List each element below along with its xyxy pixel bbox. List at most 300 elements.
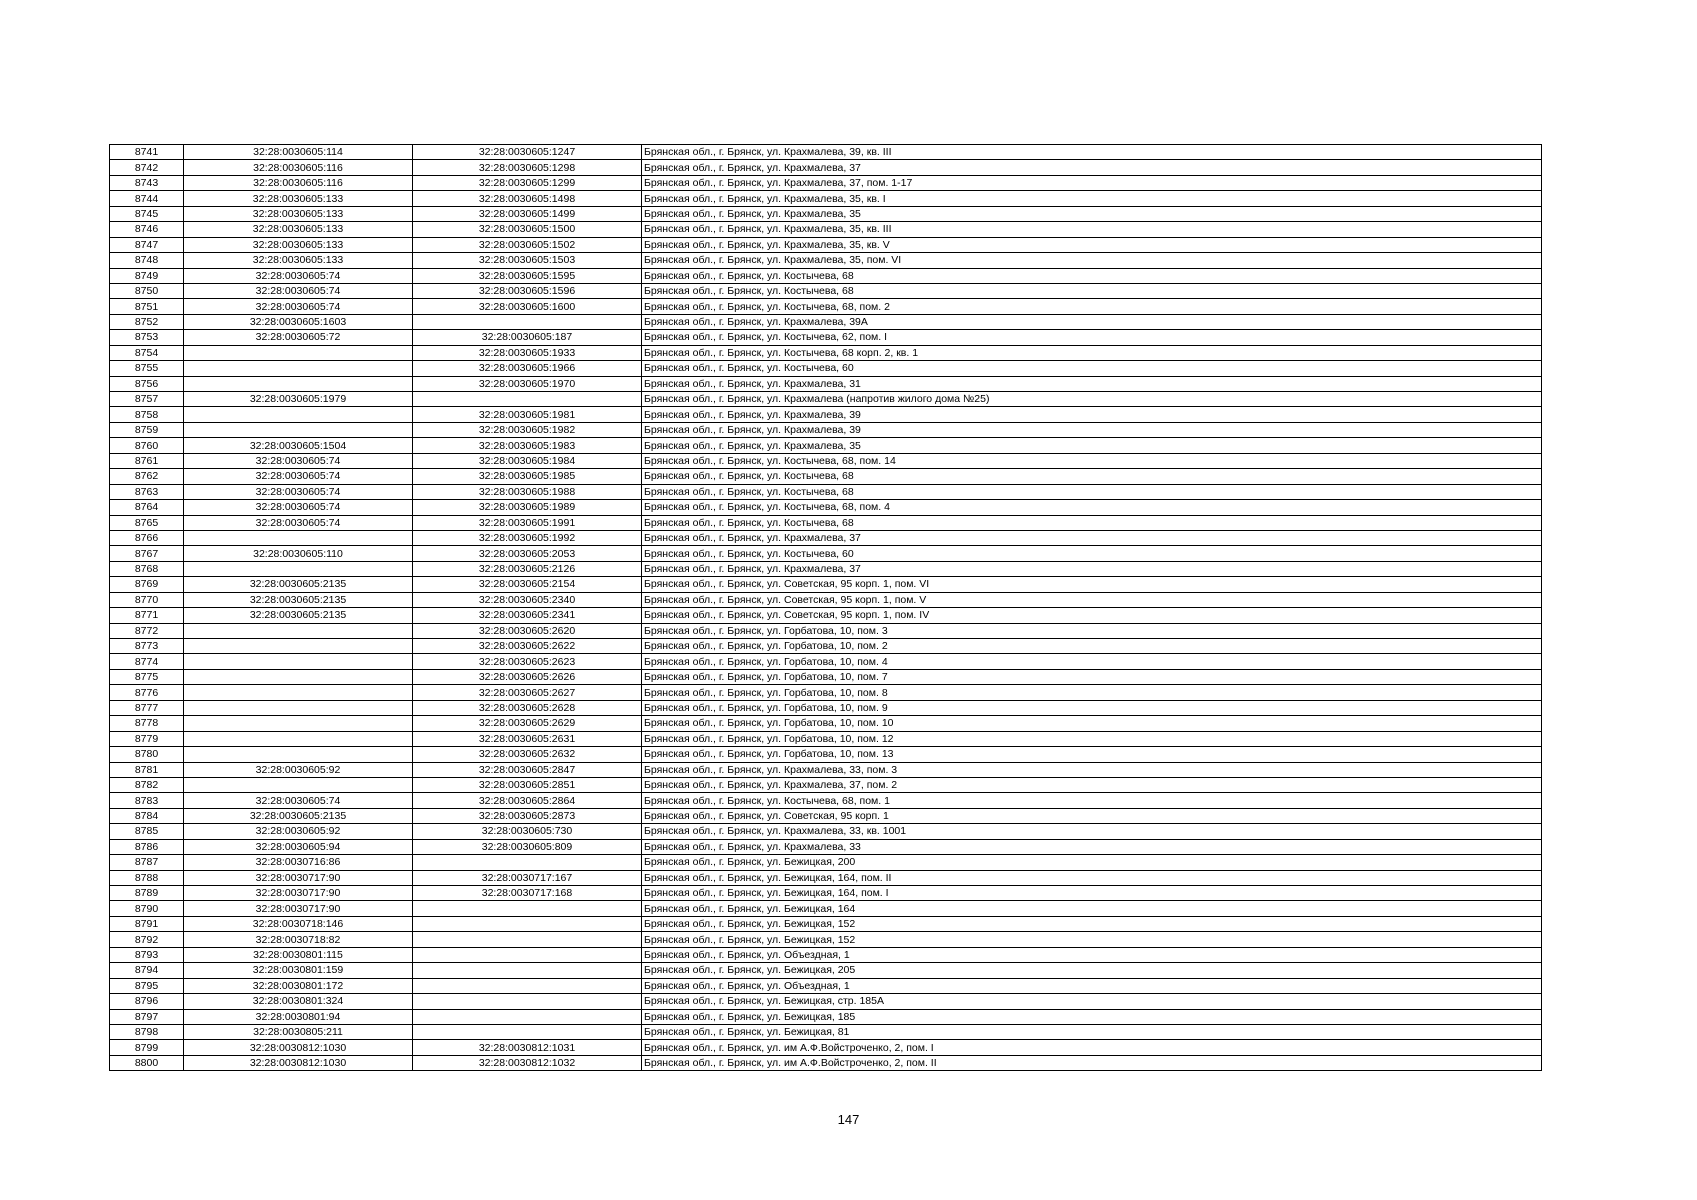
address-cell: Брянская обл., г. Брянск, ул. Советская, 95 корп. 1, пом. V: [642, 592, 1542, 607]
table-row: [110, 639, 1542, 654]
address-cell: Брянская обл., г. Брянск, ул. Крахмалева, 33, кв. 1001: [642, 824, 1542, 839]
table-row: [110, 839, 1542, 854]
parent-cadastral-number-cell: 32:28:0030605:92: [184, 824, 413, 839]
table-row: [110, 438, 1542, 453]
address-cell: Брянская обл., г. Брянск, ул. Костычева, 60: [642, 361, 1542, 376]
cadastral-number-cell: 32:28:0030605:1984: [413, 453, 642, 468]
table-row: [110, 561, 1542, 576]
address-cell: Брянская обл., г. Брянск, ул. Крахмалева, 35, кв. I: [642, 191, 1542, 206]
cadastral-number-cell: 32:28:0030605:1991: [413, 515, 642, 530]
row-number-cell: 8796: [110, 994, 184, 1009]
parent-cadastral-number-cell: 32:28:0030605:72: [184, 330, 413, 345]
table-row: [110, 793, 1542, 808]
cadastral-number-cell: 32:28:0030605:1503: [413, 253, 642, 268]
table-row: [110, 175, 1542, 190]
parent-cadastral-number-cell: [184, 685, 413, 700]
parent-cadastral-number-cell: [184, 530, 413, 545]
row-number-cell: 8789: [110, 886, 184, 901]
cadastral-number-cell: 32:28:0030717:168: [413, 886, 642, 901]
table-row: [110, 824, 1542, 839]
address-cell: Брянская обл., г. Брянск, ул. Бежицкая, 164, пом. I: [642, 886, 1542, 901]
address-cell: Брянская обл., г. Брянск, ул. Крахмалева (напротив жилого дома №25): [642, 392, 1542, 407]
table-row: [110, 268, 1542, 283]
parent-cadastral-number-cell: 32:28:0030605:114: [184, 145, 413, 160]
row-number-cell: 8747: [110, 237, 184, 252]
cadastral-number-cell: [413, 994, 642, 1009]
row-number-cell: 8760: [110, 438, 184, 453]
cadastral-number-cell: 32:28:0030605:1502: [413, 237, 642, 252]
row-number-cell: 8757: [110, 392, 184, 407]
cadastral-number-cell: 32:28:0030605:2623: [413, 654, 642, 669]
cadastral-number-cell: 32:28:0030605:2632: [413, 747, 642, 762]
cadastral-number-cell: 32:28:0030605:1983: [413, 438, 642, 453]
table-row: [110, 963, 1542, 978]
table-row: [110, 361, 1542, 376]
cadastral-number-cell: 32:28:0030605:2851: [413, 777, 642, 792]
parent-cadastral-number-cell: 32:28:0030605:74: [184, 268, 413, 283]
table-row: [110, 469, 1542, 484]
parent-cadastral-number-cell: 32:28:0030717:90: [184, 901, 413, 916]
address-cell: Брянская обл., г. Брянск, ул. Бежицкая, 152: [642, 916, 1542, 931]
table-row: [110, 515, 1542, 530]
row-number-cell: 8779: [110, 731, 184, 746]
table-row: [110, 253, 1542, 268]
row-number-cell: 8755: [110, 361, 184, 376]
table-row: [110, 237, 1542, 252]
parent-cadastral-number-cell: 32:28:0030605:133: [184, 237, 413, 252]
parent-cadastral-number-cell: 32:28:0030605:94: [184, 839, 413, 854]
address-cell: Брянская обл., г. Брянск, ул. Горбатова, 10, пом. 9: [642, 700, 1542, 715]
table-row: [110, 978, 1542, 993]
parent-cadastral-number-cell: [184, 422, 413, 437]
address-cell: Брянская обл., г. Брянск, ул. Крахмалева, 35: [642, 206, 1542, 221]
row-number-cell: 8787: [110, 855, 184, 870]
parent-cadastral-number-cell: 32:28:0030605:2135: [184, 808, 413, 823]
table-row: [110, 716, 1542, 731]
row-number-cell: 8741: [110, 145, 184, 160]
table-row: [110, 762, 1542, 777]
row-number-cell: 8782: [110, 777, 184, 792]
address-cell: Брянская обл., г. Брянск, ул. Костычева, 62, пом. I: [642, 330, 1542, 345]
cadastral-number-cell: [413, 392, 642, 407]
row-number-cell: 8768: [110, 561, 184, 576]
cadastral-number-cell: [413, 916, 642, 931]
table-row: [110, 484, 1542, 499]
row-number-cell: 8744: [110, 191, 184, 206]
table-row: [110, 870, 1542, 885]
row-number-cell: 8748: [110, 253, 184, 268]
address-cell: Брянская обл., г. Брянск, ул. Крахмалева, 37: [642, 561, 1542, 576]
address-cell: Брянская обл., г. Брянск, ул. Бежицкая, 185: [642, 1009, 1542, 1024]
address-cell: Брянская обл., г. Брянск, ул. Костычева, 68, пом. 14: [642, 453, 1542, 468]
row-number-cell: 8775: [110, 669, 184, 684]
row-number-cell: 8799: [110, 1040, 184, 1055]
table-row: [110, 932, 1542, 947]
address-cell: Брянская обл., г. Брянск, ул. им А.Ф.Войстроченко, 2, пом. I: [642, 1040, 1542, 1055]
parent-cadastral-number-cell: 32:28:0030605:2135: [184, 608, 413, 623]
address-cell: Брянская обл., г. Брянск, ул. Костычева, 68, пом. 1: [642, 793, 1542, 808]
cadastral-number-cell: 32:28:0030605:1500: [413, 222, 642, 237]
row-number-cell: 8797: [110, 1009, 184, 1024]
address-cell: Брянская обл., г. Брянск, ул. Крахмалева, 39, кв. III: [642, 145, 1542, 160]
cadastral-number-cell: 32:28:0030605:2631: [413, 731, 642, 746]
row-number-cell: 8759: [110, 422, 184, 437]
address-cell: Брянская обл., г. Брянск, ул. Крахмалева, 39А: [642, 314, 1542, 329]
parent-cadastral-number-cell: 32:28:0030717:90: [184, 870, 413, 885]
table-row: [110, 886, 1542, 901]
cadastral-number-cell: 32:28:0030605:1247: [413, 145, 642, 160]
row-number-cell: 8752: [110, 314, 184, 329]
parent-cadastral-number-cell: [184, 639, 413, 654]
cadastral-number-cell: 32:28:0030605:2628: [413, 700, 642, 715]
row-number-cell: 8798: [110, 1024, 184, 1039]
parent-cadastral-number-cell: 32:28:0030605:2135: [184, 577, 413, 592]
parent-cadastral-number-cell: [184, 747, 413, 762]
parent-cadastral-number-cell: [184, 407, 413, 422]
table-row: [110, 592, 1542, 607]
address-cell: Брянская обл., г. Брянск, ул. Крахмалева, 37, пом. 2: [642, 777, 1542, 792]
cadastral-number-cell: [413, 855, 642, 870]
cadastral-number-cell: 32:28:0030605:2873: [413, 808, 642, 823]
parent-cadastral-number-cell: 32:28:0030605:74: [184, 453, 413, 468]
table-row: [110, 191, 1542, 206]
row-number-cell: 8790: [110, 901, 184, 916]
address-cell: Брянская обл., г. Брянск, ул. Костычева, 68, пом. 2: [642, 299, 1542, 314]
parent-cadastral-number-cell: [184, 345, 413, 360]
parent-cadastral-number-cell: 32:28:0030801:94: [184, 1009, 413, 1024]
parent-cadastral-number-cell: 32:28:0030718:146: [184, 916, 413, 931]
cadastral-number-cell: [413, 947, 642, 962]
address-cell: Брянская обл., г. Брянск, ул. Бежицкая, 164: [642, 901, 1542, 916]
table-row: [110, 608, 1542, 623]
row-number-cell: 8774: [110, 654, 184, 669]
row-number-cell: 8754: [110, 345, 184, 360]
cadastral-number-cell: 32:28:0030605:2626: [413, 669, 642, 684]
row-number-cell: 8745: [110, 206, 184, 221]
address-cell: Брянская обл., г. Брянск, ул. Советская, 95 корп. 1, пом. IV: [642, 608, 1542, 623]
cadastral-number-cell: 32:28:0030605:1299: [413, 175, 642, 190]
row-number-cell: 8743: [110, 175, 184, 190]
parent-cadastral-number-cell: 32:28:0030716:86: [184, 855, 413, 870]
row-number-cell: 8776: [110, 685, 184, 700]
table-row: [110, 422, 1542, 437]
table-row: [110, 283, 1542, 298]
cadastral-number-cell: 32:28:0030812:1031: [413, 1040, 642, 1055]
row-number-cell: 8756: [110, 376, 184, 391]
parent-cadastral-number-cell: 32:28:0030717:90: [184, 886, 413, 901]
parent-cadastral-number-cell: [184, 731, 413, 746]
table-row: [110, 700, 1542, 715]
parent-cadastral-number-cell: 32:28:0030605:133: [184, 222, 413, 237]
cadastral-number-cell: 32:28:0030605:1981: [413, 407, 642, 422]
address-cell: Брянская обл., г. Брянск, ул. Костычева, 68: [642, 268, 1542, 283]
table-row: [110, 577, 1542, 592]
table-row: [110, 654, 1542, 669]
row-number-cell: 8742: [110, 160, 184, 175]
table-row: [110, 407, 1542, 422]
row-number-cell: 8753: [110, 330, 184, 345]
parent-cadastral-number-cell: [184, 669, 413, 684]
cadastral-number-cell: 32:28:0030605:187: [413, 330, 642, 345]
address-cell: Брянская обл., г. Брянск, ул. Бежицкая, 81: [642, 1024, 1542, 1039]
address-cell: Брянская обл., г. Брянск, ул. Бежицкая, 205: [642, 963, 1542, 978]
row-number-cell: 8761: [110, 453, 184, 468]
parent-cadastral-number-cell: [184, 561, 413, 576]
address-cell: Брянская обл., г. Брянск, ул. Горбатова, 10, пом. 10: [642, 716, 1542, 731]
row-number-cell: 8766: [110, 530, 184, 545]
row-number-cell: 8750: [110, 283, 184, 298]
row-number-cell: 8778: [110, 716, 184, 731]
row-number-cell: 8762: [110, 469, 184, 484]
address-cell: Брянская обл., г. Брянск, ул. Крахмалева, 39: [642, 422, 1542, 437]
table-row: [110, 669, 1542, 684]
row-number-cell: 8763: [110, 484, 184, 499]
row-number-cell: 8785: [110, 824, 184, 839]
cadastral-number-cell: 32:28:0030605:1595: [413, 268, 642, 283]
cadastral-number-cell: 32:28:0030605:1298: [413, 160, 642, 175]
cadastral-number-cell: [413, 1009, 642, 1024]
address-cell: Брянская обл., г. Брянск, ул. Крахмалева, 35, кв. V: [642, 237, 1542, 252]
table-row: [110, 855, 1542, 870]
address-cell: Брянская обл., г. Брянск, ул. Советская, 95 корп. 1, пом. VI: [642, 577, 1542, 592]
row-number-cell: 8792: [110, 932, 184, 947]
cadastral-number-cell: 32:28:0030717:167: [413, 870, 642, 885]
cadastral-number-cell: 32:28:0030605:2622: [413, 639, 642, 654]
table-row: [110, 901, 1542, 916]
parent-cadastral-number-cell: 32:28:0030605:2135: [184, 592, 413, 607]
address-cell: Брянская обл., г. Брянск, ул. Крахмалева, 37: [642, 160, 1542, 175]
parent-cadastral-number-cell: 32:28:0030605:116: [184, 175, 413, 190]
parent-cadastral-number-cell: 32:28:0030801:159: [184, 963, 413, 978]
parent-cadastral-number-cell: 32:28:0030805:211: [184, 1024, 413, 1039]
table-row: [110, 530, 1542, 545]
cadastral-number-cell: 32:28:0030605:2627: [413, 685, 642, 700]
parent-cadastral-number-cell: 32:28:0030605:74: [184, 469, 413, 484]
cadastral-number-cell: 32:28:0030605:1499: [413, 206, 642, 221]
parent-cadastral-number-cell: 32:28:0030605:74: [184, 283, 413, 298]
table-row: [110, 546, 1542, 561]
address-cell: Брянская обл., г. Брянск, ул. Крахмалева, 33: [642, 839, 1542, 854]
parent-cadastral-number-cell: 32:28:0030605:1504: [184, 438, 413, 453]
parent-cadastral-number-cell: 32:28:0030812:1030: [184, 1055, 413, 1070]
row-number-cell: 8771: [110, 608, 184, 623]
row-number-cell: 8783: [110, 793, 184, 808]
row-number-cell: 8793: [110, 947, 184, 962]
address-cell: Брянская обл., г. Брянск, ул. Объездная, 1: [642, 947, 1542, 962]
table-row: [110, 1055, 1542, 1070]
table-row: [110, 1024, 1542, 1039]
cadastral-number-cell: [413, 314, 642, 329]
address-cell: Брянская обл., г. Брянск, ул. Советская, 95 корп. 1: [642, 808, 1542, 823]
address-cell: Брянская обл., г. Брянск, ул. Крахмалева, 33, пом. 3: [642, 762, 1542, 777]
table-row: [110, 453, 1542, 468]
cadastral-number-cell: 32:28:0030605:1982: [413, 422, 642, 437]
address-cell: Брянская обл., г. Брянск, ул. Горбатова, 10, пом. 4: [642, 654, 1542, 669]
cadastral-number-cell: 32:28:0030605:1985: [413, 469, 642, 484]
parent-cadastral-number-cell: 32:28:0030605:1979: [184, 392, 413, 407]
address-cell: Брянская обл., г. Брянск, ул. Бежицкая, 200: [642, 855, 1542, 870]
cadastral-number-cell: [413, 932, 642, 947]
parent-cadastral-number-cell: 32:28:0030801:324: [184, 994, 413, 1009]
row-number-cell: 8794: [110, 963, 184, 978]
address-cell: Брянская обл., г. Брянск, ул. Крахмалева, 35, кв. III: [642, 222, 1542, 237]
table-row: [110, 330, 1542, 345]
address-cell: Брянская обл., г. Брянск, ул. Костычева, 68 корп. 2, кв. 1: [642, 345, 1542, 360]
row-number-cell: 8786: [110, 839, 184, 854]
parent-cadastral-number-cell: [184, 700, 413, 715]
table-row: [110, 160, 1542, 175]
address-cell: Брянская обл., г. Брянск, ул. Крахмалева, 37, пом. 1-17: [642, 175, 1542, 190]
cadastral-number-cell: 32:28:0030605:2053: [413, 546, 642, 561]
cadastral-number-cell: 32:28:0030605:1600: [413, 299, 642, 314]
cadastral-number-cell: 32:28:0030605:2154: [413, 577, 642, 592]
cadastral-number-cell: 32:28:0030812:1032: [413, 1055, 642, 1070]
row-number-cell: 8772: [110, 623, 184, 638]
table-row: [110, 392, 1542, 407]
row-number-cell: 8758: [110, 407, 184, 422]
table-row: [110, 747, 1542, 762]
cadastral-number-cell: 32:28:0030605:1992: [413, 530, 642, 545]
parent-cadastral-number-cell: 32:28:0030801:115: [184, 947, 413, 962]
address-cell: Брянская обл., г. Брянск, ул. Горбатова, 10, пом. 8: [642, 685, 1542, 700]
address-cell: Брянская обл., г. Брянск, ул. Горбатова, 10, пом. 7: [642, 669, 1542, 684]
table-row: [110, 916, 1542, 931]
address-cell: Брянская обл., г. Брянск, ул. Костычева, 68: [642, 515, 1542, 530]
table-row: [110, 1040, 1542, 1055]
row-number-cell: 8769: [110, 577, 184, 592]
table-row: [110, 808, 1542, 823]
cadastral-number-cell: 32:28:0030605:809: [413, 839, 642, 854]
parent-cadastral-number-cell: 32:28:0030605:74: [184, 484, 413, 499]
address-cell: Брянская обл., г. Брянск, ул. им А.Ф.Войстроченко, 2, пом. II: [642, 1055, 1542, 1070]
parent-cadastral-number-cell: 32:28:0030605:116: [184, 160, 413, 175]
row-number-cell: 8788: [110, 870, 184, 885]
row-number-cell: 8773: [110, 639, 184, 654]
row-number-cell: 8749: [110, 268, 184, 283]
address-cell: Брянская обл., г. Брянск, ул. Бежицкая, 152: [642, 932, 1542, 947]
address-cell: Брянская обл., г. Брянск, ул. Костычева, 68: [642, 484, 1542, 499]
table-row: [110, 345, 1542, 360]
address-cell: Брянская обл., г. Брянск, ул. Костычева, 68: [642, 283, 1542, 298]
row-number-cell: 8781: [110, 762, 184, 777]
cadastral-number-cell: 32:28:0030605:1596: [413, 283, 642, 298]
table-row: [110, 500, 1542, 515]
parent-cadastral-number-cell: 32:28:0030605:74: [184, 793, 413, 808]
table-row: [110, 222, 1542, 237]
cadastral-number-cell: 32:28:0030605:1988: [413, 484, 642, 499]
parent-cadastral-number-cell: [184, 716, 413, 731]
address-cell: Брянская обл., г. Брянск, ул. Крахмалева, 31: [642, 376, 1542, 391]
parent-cadastral-number-cell: 32:28:0030605:133: [184, 206, 413, 221]
cadastral-number-cell: 32:28:0030605:2864: [413, 793, 642, 808]
table-row: [110, 777, 1542, 792]
table-row: [110, 299, 1542, 314]
parent-cadastral-number-cell: [184, 623, 413, 638]
table-row: [110, 731, 1542, 746]
row-number-cell: 8764: [110, 500, 184, 515]
cadastral-table: [109, 144, 1542, 1071]
parent-cadastral-number-cell: 32:28:0030812:1030: [184, 1040, 413, 1055]
cadastral-number-cell: 32:28:0030605:2341: [413, 608, 642, 623]
address-cell: Брянская обл., г. Брянск, ул. Крахмалева, 39: [642, 407, 1542, 422]
row-number-cell: 8746: [110, 222, 184, 237]
parent-cadastral-number-cell: 32:28:0030605:133: [184, 253, 413, 268]
cadastral-number-cell: 32:28:0030605:1966: [413, 361, 642, 376]
table-row: [110, 623, 1542, 638]
page-number: 147: [837, 1112, 860, 1127]
table-row: [110, 1009, 1542, 1024]
address-cell: Брянская обл., г. Брянск, ул. Бежицкая, стр. 185А: [642, 994, 1542, 1009]
address-cell: Брянская обл., г. Брянск, ул. Костычева, 68: [642, 469, 1542, 484]
parent-cadastral-number-cell: 32:28:0030605:1603: [184, 314, 413, 329]
parent-cadastral-number-cell: 32:28:0030801:172: [184, 978, 413, 993]
row-number-cell: 8765: [110, 515, 184, 530]
address-cell: Брянская обл., г. Брянск, ул. Костычева, 68, пом. 4: [642, 500, 1542, 515]
row-number-cell: 8751: [110, 299, 184, 314]
cadastral-number-cell: [413, 978, 642, 993]
table-row: [110, 206, 1542, 221]
address-cell: Брянская обл., г. Брянск, ул. Крахмалева, 35, пом. VI: [642, 253, 1542, 268]
cadastral-number-cell: 32:28:0030605:1933: [413, 345, 642, 360]
cadastral-number-cell: [413, 1024, 642, 1039]
cadastral-table-body: [110, 145, 1542, 1071]
parent-cadastral-number-cell: [184, 361, 413, 376]
address-cell: Брянская обл., г. Брянск, ул. Крахмалева, 37: [642, 530, 1542, 545]
table-row: [110, 376, 1542, 391]
parent-cadastral-number-cell: 32:28:0030718:82: [184, 932, 413, 947]
row-number-cell: 8780: [110, 747, 184, 762]
row-number-cell: 8770: [110, 592, 184, 607]
address-cell: Брянская обл., г. Брянск, ул. Бежицкая, 164, пом. II: [642, 870, 1542, 885]
address-cell: Брянская обл., г. Брянск, ул. Горбатова, 10, пом. 13: [642, 747, 1542, 762]
cadastral-number-cell: 32:28:0030605:2629: [413, 716, 642, 731]
cadastral-number-cell: [413, 963, 642, 978]
parent-cadastral-number-cell: 32:28:0030605:110: [184, 546, 413, 561]
row-number-cell: 8784: [110, 808, 184, 823]
table-row: [110, 947, 1542, 962]
table-row: [110, 314, 1542, 329]
parent-cadastral-number-cell: 32:28:0030605:74: [184, 500, 413, 515]
parent-cadastral-number-cell: [184, 376, 413, 391]
row-number-cell: 8791: [110, 916, 184, 931]
address-cell: Брянская обл., г. Брянск, ул. Крахмалева, 35: [642, 438, 1542, 453]
parent-cadastral-number-cell: [184, 777, 413, 792]
table-row: [110, 145, 1542, 160]
address-cell: Брянская обл., г. Брянск, ул. Горбатова, 10, пом. 2: [642, 639, 1542, 654]
row-number-cell: 8767: [110, 546, 184, 561]
cadastral-number-cell: 32:28:0030605:1498: [413, 191, 642, 206]
cadastral-number-cell: 32:28:0030605:1989: [413, 500, 642, 515]
address-cell: Брянская обл., г. Брянск, ул. Горбатова, 10, пом. 12: [642, 731, 1542, 746]
cadastral-number-cell: 32:28:0030605:730: [413, 824, 642, 839]
address-cell: Брянская обл., г. Брянск, ул. Объездная, 1: [642, 978, 1542, 993]
cadastral-number-cell: 32:28:0030605:2126: [413, 561, 642, 576]
cadastral-number-cell: 32:28:0030605:2340: [413, 592, 642, 607]
parent-cadastral-number-cell: 32:28:0030605:74: [184, 299, 413, 314]
row-number-cell: 8795: [110, 978, 184, 993]
table-row: [110, 685, 1542, 700]
cadastral-number-cell: 32:28:0030605:2620: [413, 623, 642, 638]
row-number-cell: 8800: [110, 1055, 184, 1070]
address-cell: Брянская обл., г. Брянск, ул. Костычева, 60: [642, 546, 1542, 561]
table-row: [110, 994, 1542, 1009]
cadastral-number-cell: 32:28:0030605:2847: [413, 762, 642, 777]
parent-cadastral-number-cell: 32:28:0030605:74: [184, 515, 413, 530]
row-number-cell: 8777: [110, 700, 184, 715]
cadastral-number-cell: [413, 901, 642, 916]
cadastral-number-cell: 32:28:0030605:1970: [413, 376, 642, 391]
address-cell: Брянская обл., г. Брянск, ул. Горбатова, 10, пом. 3: [642, 623, 1542, 638]
